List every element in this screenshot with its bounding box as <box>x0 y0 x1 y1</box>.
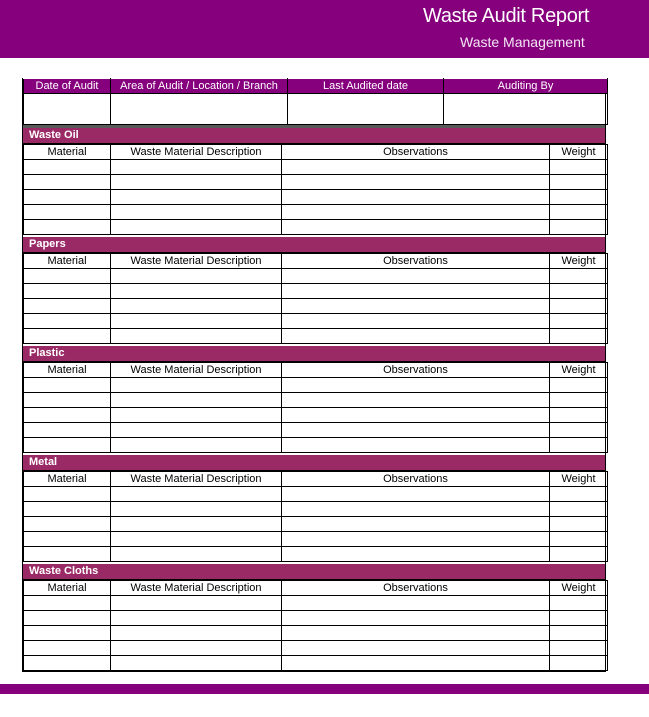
section-title: Metal <box>23 455 605 471</box>
table-row <box>24 626 608 641</box>
description-cell[interactable] <box>111 190 282 205</box>
audit-form <box>22 78 606 672</box>
weight-cell[interactable] <box>550 656 608 671</box>
observations-cell[interactable] <box>282 175 550 190</box>
observations-cell[interactable] <box>282 205 550 220</box>
observations-cell[interactable] <box>282 269 550 284</box>
description-cell[interactable] <box>111 175 282 190</box>
material-header: Material <box>24 581 111 596</box>
description-cell[interactable] <box>111 626 282 641</box>
description-header: Waste Material Description <box>111 472 282 487</box>
material-cell[interactable] <box>24 190 111 205</box>
description-cell[interactable] <box>111 408 282 423</box>
description-cell[interactable] <box>111 611 282 626</box>
material-header: Material <box>24 363 111 378</box>
material-cell[interactable] <box>24 393 111 408</box>
description-cell[interactable] <box>111 502 282 517</box>
weight-cell[interactable] <box>550 502 608 517</box>
table-row <box>24 220 608 235</box>
weight-cell[interactable] <box>550 408 608 423</box>
material-cell[interactable] <box>24 641 111 656</box>
material-header: Material <box>24 254 111 269</box>
material-cell[interactable] <box>24 269 111 284</box>
material-cell[interactable] <box>24 532 111 547</box>
material-cell[interactable] <box>24 329 111 344</box>
section-table <box>23 144 608 235</box>
material-cell[interactable] <box>24 408 111 423</box>
description-header: Waste Material Description <box>111 581 282 596</box>
section-table <box>23 580 608 671</box>
description-cell[interactable] <box>111 205 282 220</box>
weight-cell[interactable] <box>550 438 608 453</box>
observations-cell[interactable] <box>282 626 550 641</box>
table-row <box>24 205 608 220</box>
observations-cell[interactable] <box>282 596 550 611</box>
material-cell[interactable] <box>24 378 111 393</box>
table-row <box>24 532 608 547</box>
description-cell[interactable] <box>111 220 282 235</box>
table-row <box>24 502 608 517</box>
description-cell[interactable] <box>111 547 282 562</box>
section-metal <box>23 453 605 562</box>
description-cell[interactable] <box>111 423 282 438</box>
observations-cell[interactable] <box>282 314 550 329</box>
description-cell[interactable] <box>111 299 282 314</box>
description-cell[interactable] <box>111 393 282 408</box>
weight-cell[interactable] <box>550 596 608 611</box>
section-title: Waste Cloths <box>23 564 605 580</box>
observations-header: Observations <box>282 472 550 487</box>
weight-cell[interactable] <box>550 378 608 393</box>
table-row <box>24 423 608 438</box>
weight-cell[interactable] <box>550 284 608 299</box>
weight-header: Weight <box>550 254 608 269</box>
table-row <box>24 487 608 502</box>
description-cell[interactable] <box>111 269 282 284</box>
weight-cell[interactable] <box>550 517 608 532</box>
observations-header: Observations <box>282 254 550 269</box>
area-of-audit-field[interactable] <box>111 94 288 125</box>
table-row <box>24 611 608 626</box>
observations-cell[interactable] <box>282 408 550 423</box>
observations-header: Observations <box>282 363 550 378</box>
weight-header: Weight <box>550 581 608 596</box>
auditing-by-header: Auditing By <box>444 79 608 94</box>
material-cell[interactable] <box>24 547 111 562</box>
weight-cell[interactable] <box>550 220 608 235</box>
material-cell[interactable] <box>24 438 111 453</box>
observations-cell[interactable] <box>282 393 550 408</box>
description-cell[interactable] <box>111 517 282 532</box>
table-row <box>24 299 608 314</box>
description-cell[interactable] <box>111 656 282 671</box>
table-row <box>24 393 608 408</box>
description-cell[interactable] <box>111 487 282 502</box>
weight-cell[interactable] <box>550 190 608 205</box>
footer-bar <box>0 684 649 694</box>
weight-cell[interactable] <box>550 393 608 408</box>
table-row <box>24 378 608 393</box>
last-audited-date-field[interactable] <box>288 94 444 125</box>
material-cell[interactable] <box>24 160 111 175</box>
weight-cell[interactable] <box>550 423 608 438</box>
weight-cell[interactable] <box>550 299 608 314</box>
material-cell[interactable] <box>24 626 111 641</box>
observations-cell[interactable] <box>282 329 550 344</box>
auditing-by-field[interactable] <box>444 94 608 125</box>
material-header: Material <box>24 145 111 160</box>
weight-header: Weight <box>550 472 608 487</box>
observations-cell[interactable] <box>282 160 550 175</box>
observations-cell[interactable] <box>282 284 550 299</box>
observations-cell[interactable] <box>282 190 550 205</box>
observations-cell[interactable] <box>282 641 550 656</box>
section-table <box>23 253 608 344</box>
observations-cell[interactable] <box>282 611 550 626</box>
section-papers <box>23 235 605 344</box>
weight-cell[interactable] <box>550 547 608 562</box>
report-banner <box>0 0 649 58</box>
observations-cell[interactable] <box>282 487 550 502</box>
table-row <box>24 517 608 532</box>
date-of-audit-header: Date of Audit <box>24 79 111 94</box>
table-row <box>24 284 608 299</box>
material-cell[interactable] <box>24 205 111 220</box>
date-of-audit-field[interactable] <box>24 94 111 125</box>
description-cell[interactable] <box>111 596 282 611</box>
observations-cell[interactable] <box>282 438 550 453</box>
observations-cell[interactable] <box>282 502 550 517</box>
observations-cell[interactable] <box>282 532 550 547</box>
description-cell[interactable] <box>111 438 282 453</box>
section-table <box>23 471 608 562</box>
weight-cell[interactable] <box>550 269 608 284</box>
material-cell[interactable] <box>24 656 111 671</box>
material-cell[interactable] <box>24 596 111 611</box>
weight-cell[interactable] <box>550 641 608 656</box>
table-row <box>24 190 608 205</box>
material-cell[interactable] <box>24 517 111 532</box>
waste-sections <box>23 128 605 671</box>
material-cell[interactable] <box>24 423 111 438</box>
observations-cell[interactable] <box>282 299 550 314</box>
section-title: Waste Oil <box>23 128 605 144</box>
material-cell[interactable] <box>24 284 111 299</box>
description-cell[interactable] <box>111 160 282 175</box>
weight-cell[interactable] <box>550 329 608 344</box>
table-row <box>24 438 608 453</box>
description-header: Waste Material Description <box>111 145 282 160</box>
table-row <box>24 641 608 656</box>
weight-cell[interactable] <box>550 175 608 190</box>
audit-info-table <box>23 78 608 125</box>
area-of-audit-header: Area of Audit / Location / Branch <box>111 79 288 94</box>
table-row <box>24 269 608 284</box>
table-row <box>24 656 608 671</box>
weight-cell[interactable] <box>550 487 608 502</box>
description-cell[interactable] <box>111 378 282 393</box>
observations-header: Observations <box>282 581 550 596</box>
observations-cell[interactable] <box>282 378 550 393</box>
table-row <box>24 547 608 562</box>
observations-cell[interactable] <box>282 547 550 562</box>
weight-cell[interactable] <box>550 611 608 626</box>
material-cell[interactable] <box>24 502 111 517</box>
table-row <box>24 408 608 423</box>
material-cell[interactable] <box>24 175 111 190</box>
table-row <box>24 596 608 611</box>
material-cell[interactable] <box>24 611 111 626</box>
section-plastic <box>23 344 605 453</box>
last-audited-date-header: Last Audited date <box>288 79 444 94</box>
section-table <box>23 362 608 453</box>
observations-cell[interactable] <box>282 423 550 438</box>
material-cell[interactable] <box>24 314 111 329</box>
material-cell[interactable] <box>24 220 111 235</box>
section-waste-oil <box>23 128 605 235</box>
weight-header: Weight <box>550 145 608 160</box>
page-title: Waste Audit Report <box>423 5 590 27</box>
description-header: Waste Material Description <box>111 363 282 378</box>
description-cell[interactable] <box>111 314 282 329</box>
description-header: Waste Material Description <box>111 254 282 269</box>
table-row <box>24 160 608 175</box>
section-waste-cloths <box>23 562 605 671</box>
table-row <box>24 314 608 329</box>
description-cell[interactable] <box>111 532 282 547</box>
weight-cell[interactable] <box>550 314 608 329</box>
weight-cell[interactable] <box>550 532 608 547</box>
description-cell[interactable] <box>111 284 282 299</box>
section-title: Papers <box>23 237 605 253</box>
observations-cell[interactable] <box>282 517 550 532</box>
weight-header: Weight <box>550 363 608 378</box>
observations-header: Observations <box>282 145 550 160</box>
observations-cell[interactable] <box>282 656 550 671</box>
description-cell[interactable] <box>111 329 282 344</box>
section-title: Plastic <box>23 346 605 362</box>
material-header: Material <box>24 472 111 487</box>
material-cell[interactable] <box>24 299 111 314</box>
page-subtitle: Waste Management <box>460 34 585 50</box>
table-row <box>24 175 608 190</box>
description-cell[interactable] <box>111 641 282 656</box>
observations-cell[interactable] <box>282 220 550 235</box>
weight-cell[interactable] <box>550 626 608 641</box>
material-cell[interactable] <box>24 487 111 502</box>
weight-cell[interactable] <box>550 205 608 220</box>
weight-cell[interactable] <box>550 160 608 175</box>
table-row <box>24 329 608 344</box>
